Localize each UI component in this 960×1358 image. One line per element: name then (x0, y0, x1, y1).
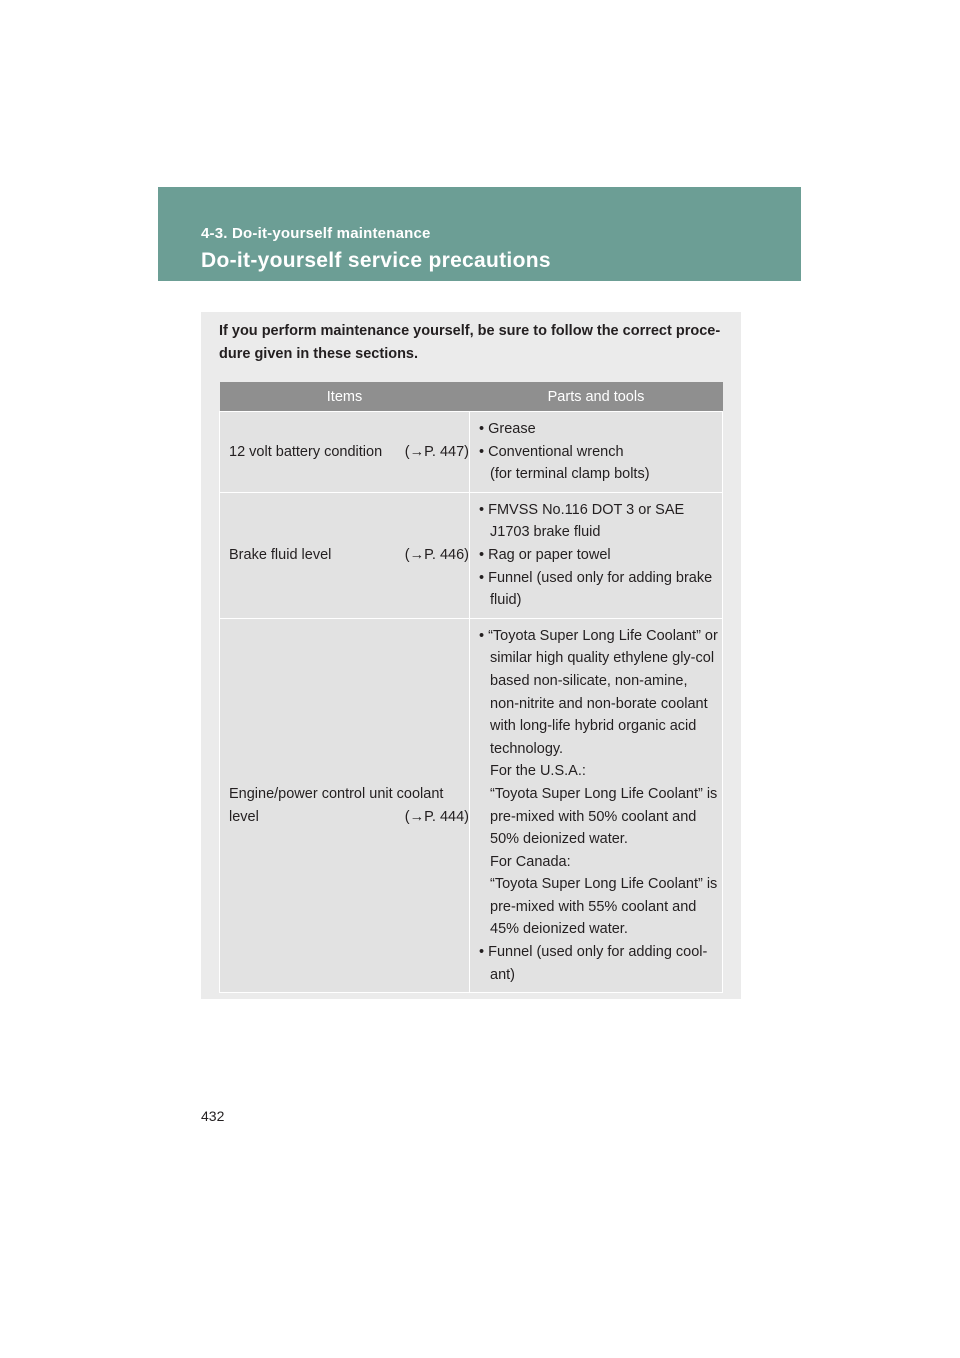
item-label-continued: level (229, 808, 259, 825)
parts-cell (470, 492, 723, 618)
part-entry: • Rag or paper towel (479, 546, 611, 563)
table-row (220, 618, 723, 993)
part-entry: • “Toyota Super Long Life Coolant” or similar high quality ethylene gly-col based non-silicate, non-amine, non-nitrite and non-borate coolant with long-life hybrid organic acid technology. (479, 627, 718, 757)
page-number: 432 (201, 1108, 225, 1124)
part-entry: • Funnel (used only for adding brake fluid) (479, 569, 713, 609)
item-cell (220, 492, 470, 618)
section-label: 4-3. Do-it-yourself maintenance (201, 225, 431, 242)
item-label: Engine/power control unit coolant (229, 785, 444, 802)
page-reference: (→P. 447) (404, 443, 469, 460)
page-title: Do-it-yourself service precautions (201, 249, 551, 272)
item-cell (220, 618, 470, 993)
parts-tools-table (219, 382, 723, 993)
column-header-parts: Parts and tools (470, 382, 723, 412)
region-label-usa: For the U.S.A.: (490, 763, 586, 780)
part-entry: • Conventional wrench (479, 443, 624, 460)
page-reference: (→P. 444) (404, 808, 469, 825)
parts-cell (470, 412, 723, 493)
content-panel (201, 312, 741, 999)
page-reference: (→P. 446) (404, 546, 469, 563)
column-header-items: Items (220, 382, 470, 412)
part-entry: • Grease (479, 421, 536, 437)
part-entry-note: “Toyota Super Long Life Coolant” is pre-mixed with 55% coolant and 45% deionized water. (490, 876, 718, 938)
part-entry-note: “Toyota Super Long Life Coolant” is pre-mixed with 50% coolant and 50% deionized water. (490, 785, 718, 848)
table-row (220, 412, 723, 493)
intro-text: If you perform maintenance yourself, be sure to follow the correct proce-dure given in these sections. (219, 323, 721, 362)
item-label: Brake fluid level (229, 546, 332, 563)
part-entry-note: (for terminal clamp bolts) (490, 466, 650, 483)
part-entry: • Funnel (used only for adding cool-ant) (479, 944, 708, 983)
section-header (158, 187, 801, 281)
table-row (220, 492, 723, 618)
region-label-canada: For Canada: (490, 853, 571, 870)
table-header-row (220, 382, 723, 412)
item-cell (220, 412, 470, 493)
part-entry: • FMVSS No.116 DOT 3 or SAE J1703 brake fluid (479, 501, 685, 541)
parts-cell (470, 618, 723, 993)
item-label: 12 volt battery condition (229, 443, 383, 460)
